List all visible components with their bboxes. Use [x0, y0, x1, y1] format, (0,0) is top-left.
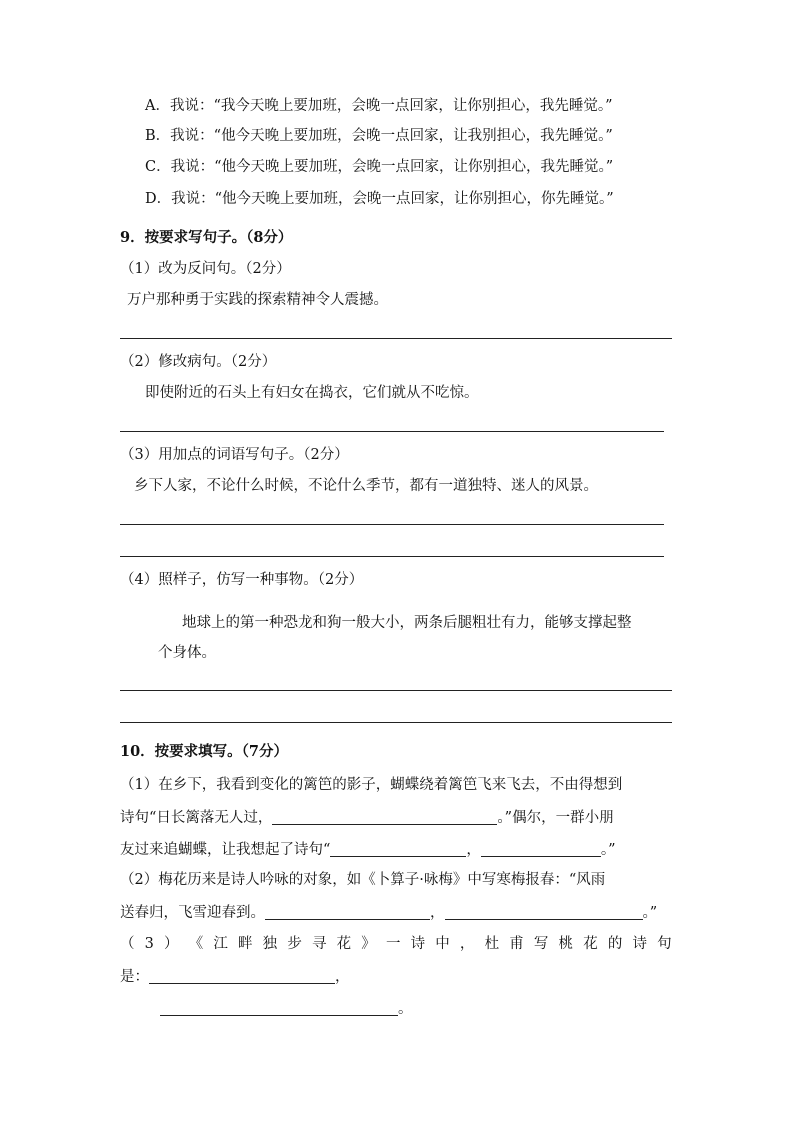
q10-p3-line2-text-b: ， [335, 969, 350, 985]
option-c: C．我说：“他今天晚上要加班，会晚一点回家，让你别担心，我先睡觉。” [145, 159, 614, 175]
q10-p3-line3-text-b: 。 [398, 1001, 413, 1017]
q10-p3-char: ， [459, 936, 475, 952]
q10-p3-char: 桃 [558, 936, 574, 952]
answer-line[interactable] [120, 338, 672, 339]
q10-p3-char: 甫 [509, 936, 524, 952]
q9-sub4-label: （4）照样子，仿写一种事物。（2分） [120, 572, 364, 588]
option-b: B．我说：“他今天晚上要加班，会晚一点回家，让我别担心，我先睡觉。” [145, 128, 613, 144]
q10-p3-line2-text-a: 是： [120, 969, 149, 985]
q10-p1-line3-text-b: ， [466, 842, 481, 858]
q10-p1-line2-text-b: 。”偶尔，一群小朋 [497, 810, 614, 826]
q10-p3-char: 花 [336, 936, 352, 952]
option-a: A．我说：“我今天晚上要加班，会晚一点回家，让你别担心，我先睡觉。” [145, 98, 613, 114]
q10-p3-char: 寻 [311, 936, 327, 952]
q10-p3-line2 [120, 969, 350, 985]
q9-sub3-label: （3）用加点的词语写句子。（2分） [120, 447, 349, 463]
q10-p3-char: 畔 [238, 936, 253, 952]
q10-p3-char: 3 [144, 936, 154, 952]
q10-p1-line2-text-a: 诗句“日长篱落无人过， [120, 810, 273, 826]
q10-p3-char: 花 [583, 936, 598, 952]
q10-p3-char: 的 [607, 936, 623, 952]
option-d: D．我说：“他今天晚上要加班，会晚一点回家，让你别担心，你先睡觉。” [145, 191, 614, 207]
q10-p2-line2-text-b: ， [430, 905, 445, 921]
fill-blank[interactable] [265, 905, 430, 920]
q10-p3-char: 独 [262, 936, 278, 952]
q10-p3-char: 》 [361, 936, 376, 952]
q9-sub2-text: 即使附近的石头上有妇女在捣衣，它们就从不吃惊。 [145, 385, 479, 401]
answer-line[interactable] [120, 524, 664, 525]
answer-line[interactable] [120, 690, 672, 691]
q10-p1-line2 [120, 810, 614, 826]
q9-sub3-text: 乡下人家，不论什么时候，不论什么季节，都有一道独特、迷人的风景。 [134, 478, 598, 494]
q10-p3-char: 诗 [632, 936, 648, 952]
q10-p2-line2-text-a: 送春归，飞雪迎春到。 [120, 905, 265, 921]
q10-p3-char: 句 [657, 936, 672, 952]
q10-p3-char: 诗 [410, 936, 426, 952]
q9-sub4-text-line2: 个身体。 [158, 645, 216, 661]
fill-blank[interactable] [149, 969, 335, 984]
q10-p2-line2-text-c: 。” [642, 905, 658, 921]
fill-blank[interactable] [272, 810, 497, 825]
q9-sub1-label: （1）改为反问句。（2分） [120, 261, 291, 277]
q10-p3-char: 《 [188, 936, 204, 952]
answer-line[interactable] [120, 722, 672, 723]
q9-sub1-text: 万户那种勇于实践的探索精神令人震撼。 [127, 292, 388, 308]
q9-sub2-label: （2）修改病句。（2分） [120, 354, 277, 370]
q10-p3-line3 [160, 1001, 413, 1017]
q10-p1-line3-text-c: 。” [600, 842, 616, 858]
q10-p1-line1: （1）在乡下，我看到变化的篱笆的影子，蝴蝶绕着篱笆飞来飞去，不由得想到 [120, 777, 623, 793]
q10-p1-line3-text-a: 友过来追蝴蝶，让我想起了诗句“ [120, 842, 331, 858]
q10-title: 10．按要求填写。（7分） [120, 743, 289, 760]
q10-p3-char: 杜 [484, 936, 500, 952]
q10-p3-char: 写 [533, 936, 549, 952]
q10-p3-char: ） [164, 936, 179, 952]
fill-blank[interactable] [481, 842, 601, 857]
fill-blank[interactable] [330, 842, 466, 857]
q10-p3-char: 中 [435, 936, 450, 952]
q10-p3-line1 [120, 937, 672, 952]
q10-p3-char: （ [120, 936, 135, 952]
q10-p2-line2 [120, 905, 657, 921]
q10-p3-char: 一 [385, 936, 401, 952]
fill-blank[interactable] [160, 1001, 398, 1016]
q10-p2-line1: （2）梅花历来是诗人吟咏的对象，如《卜算子·咏梅》中写寒梅报春：“风雨 [120, 872, 606, 888]
q9-sub4-text-line1: 地球上的第一种恐龙和狗一般大小，两条后腿粗壮有力，能够支撑起整 [182, 615, 632, 631]
fill-blank[interactable] [445, 905, 643, 920]
q10-p1-line3 [120, 842, 616, 858]
q10-p3-char: 江 [213, 936, 228, 952]
answer-line[interactable] [120, 431, 664, 432]
answer-line[interactable] [120, 556, 664, 557]
q10-p3-char: 步 [287, 936, 302, 952]
q9-title: 9．按要求写句子。（8分） [120, 229, 293, 246]
